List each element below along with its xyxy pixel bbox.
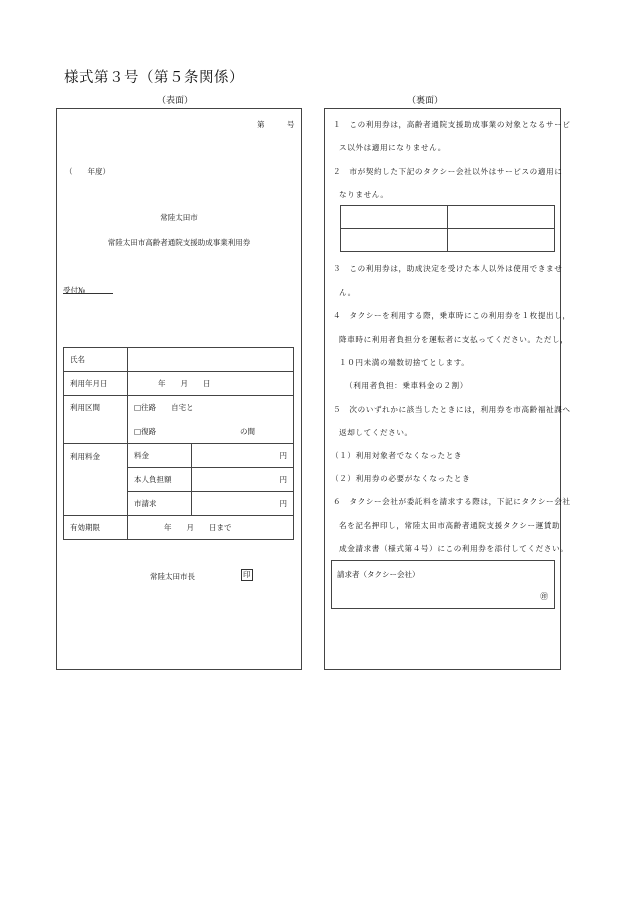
claimant-label: 請求者（タクシー会社） (337, 570, 420, 579)
section-label: 利用区間 (64, 396, 128, 444)
self-pay-yen[interactable]: 円 (192, 468, 294, 492)
date-row (64, 372, 294, 396)
form-title: 様式第３号（第５条関係） (64, 70, 244, 86)
mayor-label: 常陸太田市長 (150, 572, 195, 581)
return-option[interactable] (128, 420, 294, 444)
back-line-17: 成金請求書（様式第４号）にこの利用券を添付してください。 (339, 544, 569, 553)
taxi-row (341, 229, 555, 252)
back-line-12: 返却してください。 (339, 428, 413, 437)
back-line-7: ４ タクシーを利用する際，乗車時にこの利用券を１枚提出し， (333, 311, 571, 320)
back-line-16: 名を記名押印し，常陸太田市高齢者通院支援タクシー運賃助 (339, 521, 561, 530)
back-line-8: 降車時に利用者負担分を運転者に支払ってください。ただし， (339, 335, 569, 344)
city-claim-yen[interactable]: 円 (192, 492, 294, 516)
taxi-cell (341, 206, 448, 229)
return-suffix: の間 (240, 426, 255, 436)
back-line-4: なりません。 (339, 190, 389, 199)
back-line-10: （利用者負担：乗車料金の２割） (345, 381, 468, 390)
claimant-seal: ㊞ (540, 592, 548, 601)
taxi-cell (448, 229, 555, 252)
receipt-underline (63, 293, 113, 294)
date-value[interactable]: 年 月 日 (128, 372, 294, 396)
taxi-cell (448, 206, 555, 229)
fare-row (64, 444, 294, 468)
voucher-name: 常陸太田市高齢者通院支援助成事業利用券 (107, 238, 251, 247)
back-line-2: ス以外は適用になりません。 (339, 143, 446, 152)
taxi-company-table (340, 205, 555, 252)
return-label: □復路 (134, 426, 157, 436)
fee-label: 利用料金 (64, 444, 128, 516)
back-line-14: （２）利用券の必要がなくなったとき (331, 474, 471, 483)
back-panel (324, 108, 571, 670)
fare-label: 料金 (128, 444, 192, 468)
front-panel (56, 108, 302, 670)
expiry-value[interactable]: 年 月 日まで (128, 516, 294, 540)
voucher-table (63, 347, 294, 540)
date-label: 利用年月日 (64, 372, 128, 396)
fare-yen[interactable]: 円 (192, 444, 294, 468)
name-value[interactable] (128, 348, 294, 372)
back-line-11: ５ 次のいずれかに該当したときには，利用券を市高齢福祉課へ (333, 405, 571, 414)
city-claim-label: 市請求 (128, 492, 192, 516)
back-line-15: ６ タクシー会社が委託料を請求する際は，下記にタクシー会社 (333, 497, 571, 506)
taxi-cell (341, 229, 448, 252)
back-line-3: ２ 市が契約した下記のタクシー会社以外はサービスの適用に (333, 167, 563, 176)
back-line-5: ３ この利用券は，助成決定を受けた本人以外は使用できませ (333, 264, 563, 273)
back-line-13: （１）利用対象者でなくなったとき (331, 451, 463, 460)
expiry-label: 有効期限 (64, 516, 128, 540)
outbound-option[interactable]: □往路 自宅と (128, 396, 294, 420)
back-side-label: （裏面） (407, 96, 444, 106)
claimant-box[interactable] (331, 560, 555, 609)
name-row (64, 348, 294, 372)
expiry-row (64, 516, 294, 540)
self-pay-label: 本人負担額 (128, 468, 192, 492)
number-label: 第 号 (257, 120, 295, 129)
fiscal-year-label: （ 年度） (65, 167, 110, 176)
front-side-label: （表面） (157, 96, 194, 106)
name-label: 氏名 (64, 348, 128, 372)
back-line-1: １ この利用券は，高齢者通院支援助成事業の対象となるサービ (333, 120, 571, 129)
back-line-6: ん。 (339, 288, 356, 297)
back-line-9: １０円未満の端数切捨てとします。 (339, 358, 470, 367)
seal-box: 印 (243, 570, 251, 579)
receipt-label: 受付№ (63, 286, 86, 295)
city-name: 常陸太田市 (160, 213, 198, 222)
receipt-number (63, 285, 115, 296)
taxi-row (341, 206, 555, 229)
section-row-outbound (64, 396, 294, 420)
